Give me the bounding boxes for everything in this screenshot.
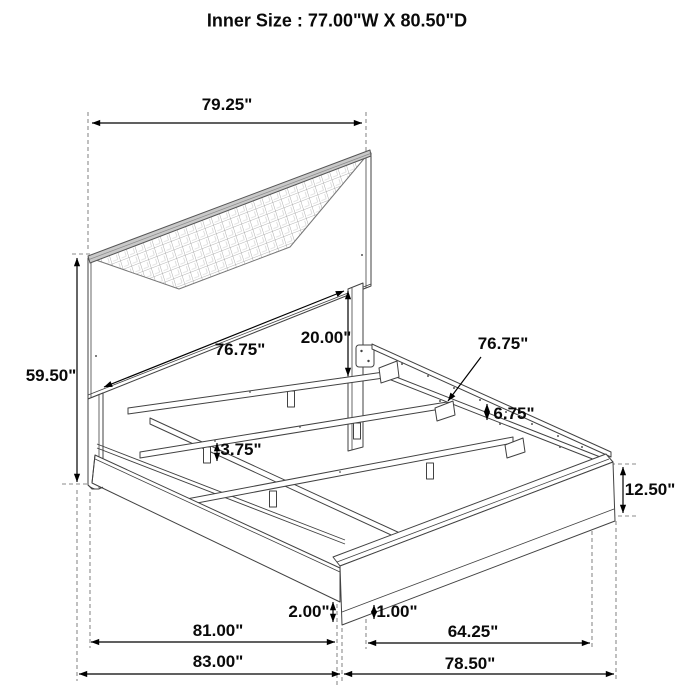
- dim-label-rail-to-slat: 6.75": [493, 404, 535, 423]
- dim-label-slat-rail-length: 76.75": [477, 334, 529, 353]
- dim-label-footboard-recess: 1.00": [376, 602, 418, 621]
- dim-label-headboard-height: 59.50": [25, 366, 77, 385]
- dim-label-leg-height: 3.75": [220, 440, 262, 459]
- dim-label-rail-span: 78.50": [444, 654, 496, 673]
- footboard: [333, 454, 615, 625]
- dim-label-panel-height: 20.00": [300, 328, 352, 347]
- dim-label-footboard-height: 12.50": [624, 480, 676, 499]
- dim-label-overall-depth: 83.00": [192, 652, 244, 671]
- dim-label-inner-width: 76.75": [214, 340, 266, 359]
- dim-label-headboard-width: 79.25": [201, 95, 253, 114]
- slat-2: [140, 402, 447, 458]
- dim-label-rail-floor-gap: 2.00": [288, 602, 330, 621]
- page-title: Inner Size : 77.00"W X 80.50"D: [206, 10, 468, 31]
- dim-label-inner-depth: 81.00": [192, 621, 244, 640]
- dim-label-footboard-span: 64.25": [447, 622, 499, 641]
